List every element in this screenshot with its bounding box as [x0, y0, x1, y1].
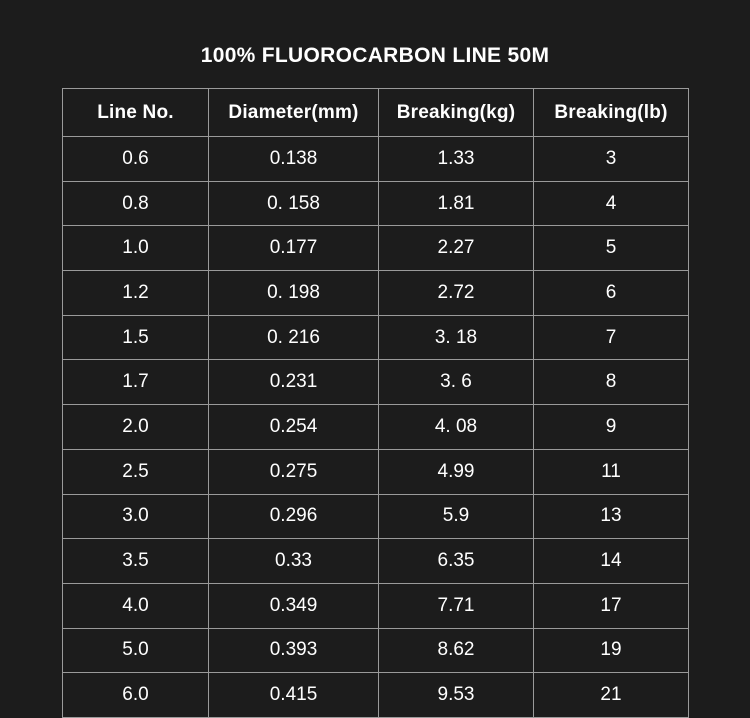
- table-row: [63, 315, 689, 360]
- column-header-breaking-kg: Breaking(kg): [379, 89, 534, 137]
- cell-breaking-lb: 14: [534, 539, 689, 584]
- cell-diameter: 0.138: [209, 137, 379, 182]
- cell-line-no: 3.5: [63, 539, 209, 584]
- cell-breaking-lb: 8: [534, 360, 689, 405]
- cell-diameter: 0.349: [209, 583, 379, 628]
- cell-breaking-lb: 11: [534, 449, 689, 494]
- cell-breaking-kg: 5.9: [379, 494, 534, 539]
- cell-breaking-lb: 4: [534, 181, 689, 226]
- cell-line-no: 1.0: [63, 226, 209, 271]
- cell-line-no: 1.5: [63, 315, 209, 360]
- cell-breaking-kg: 6.35: [379, 539, 534, 584]
- table-row: [63, 271, 689, 316]
- spec-table-container: [62, 88, 688, 718]
- cell-diameter: 0.296: [209, 494, 379, 539]
- cell-breaking-kg: 2.72: [379, 271, 534, 316]
- cell-breaking-kg: 9.53: [379, 673, 534, 718]
- table-row: [63, 137, 689, 182]
- cell-breaking-lb: 6: [534, 271, 689, 316]
- cell-breaking-kg: 8.62: [379, 628, 534, 673]
- cell-line-no: 5.0: [63, 628, 209, 673]
- cell-breaking-lb: 3: [534, 137, 689, 182]
- column-header-breaking-lb: Breaking(lb): [534, 89, 689, 137]
- cell-breaking-kg: 3. 18: [379, 315, 534, 360]
- cell-breaking-kg: 3. 6: [379, 360, 534, 405]
- table-row: [63, 405, 689, 450]
- cell-line-no: 2.0: [63, 405, 209, 450]
- table-header-row: [63, 89, 689, 137]
- cell-diameter: 0. 158: [209, 181, 379, 226]
- table-row: [63, 539, 689, 584]
- cell-diameter: 0. 216: [209, 315, 379, 360]
- cell-breaking-lb: 13: [534, 494, 689, 539]
- cell-breaking-lb: 17: [534, 583, 689, 628]
- cell-diameter: 0. 198: [209, 271, 379, 316]
- cell-breaking-lb: 5: [534, 226, 689, 271]
- table-row: [63, 583, 689, 628]
- cell-line-no: 1.7: [63, 360, 209, 405]
- cell-line-no: 0.8: [63, 181, 209, 226]
- table-body: [63, 137, 689, 718]
- cell-diameter: 0.177: [209, 226, 379, 271]
- cell-breaking-kg: 1.81: [379, 181, 534, 226]
- cell-diameter: 0.254: [209, 405, 379, 450]
- fluorocarbon-line-spec-table: [62, 88, 689, 718]
- cell-diameter: 0.33: [209, 539, 379, 584]
- cell-line-no: 1.2: [63, 271, 209, 316]
- cell-diameter: 0.275: [209, 449, 379, 494]
- table-header: [63, 89, 689, 137]
- cell-diameter: 0.393: [209, 628, 379, 673]
- cell-breaking-lb: 9: [534, 405, 689, 450]
- cell-breaking-lb: 7: [534, 315, 689, 360]
- cell-breaking-kg: 2.27: [379, 226, 534, 271]
- table-row: [63, 449, 689, 494]
- cell-breaking-kg: 1.33: [379, 137, 534, 182]
- cell-diameter: 0.231: [209, 360, 379, 405]
- table-row: [63, 628, 689, 673]
- column-header-line-no: Line No.: [63, 89, 209, 137]
- page-title: 100% FLUOROCARBON LINE 50M: [200, 44, 550, 67]
- cell-line-no: 2.5: [63, 449, 209, 494]
- cell-diameter: 0.415: [209, 673, 379, 718]
- table-row: [63, 360, 689, 405]
- cell-breaking-lb: 21: [534, 673, 689, 718]
- cell-breaking-kg: 4. 08: [379, 405, 534, 450]
- column-header-diameter: Diameter(mm): [209, 89, 379, 137]
- cell-line-no: 6.0: [63, 673, 209, 718]
- table-row: [63, 181, 689, 226]
- cell-line-no: 0.6: [63, 137, 209, 182]
- table-row: [63, 226, 689, 271]
- cell-line-no: 4.0: [63, 583, 209, 628]
- table-row: [63, 494, 689, 539]
- table-row: [63, 673, 689, 718]
- cell-breaking-lb: 19: [534, 628, 689, 673]
- cell-breaking-kg: 7.71: [379, 583, 534, 628]
- cell-breaking-kg: 4.99: [379, 449, 534, 494]
- cell-line-no: 3.0: [63, 494, 209, 539]
